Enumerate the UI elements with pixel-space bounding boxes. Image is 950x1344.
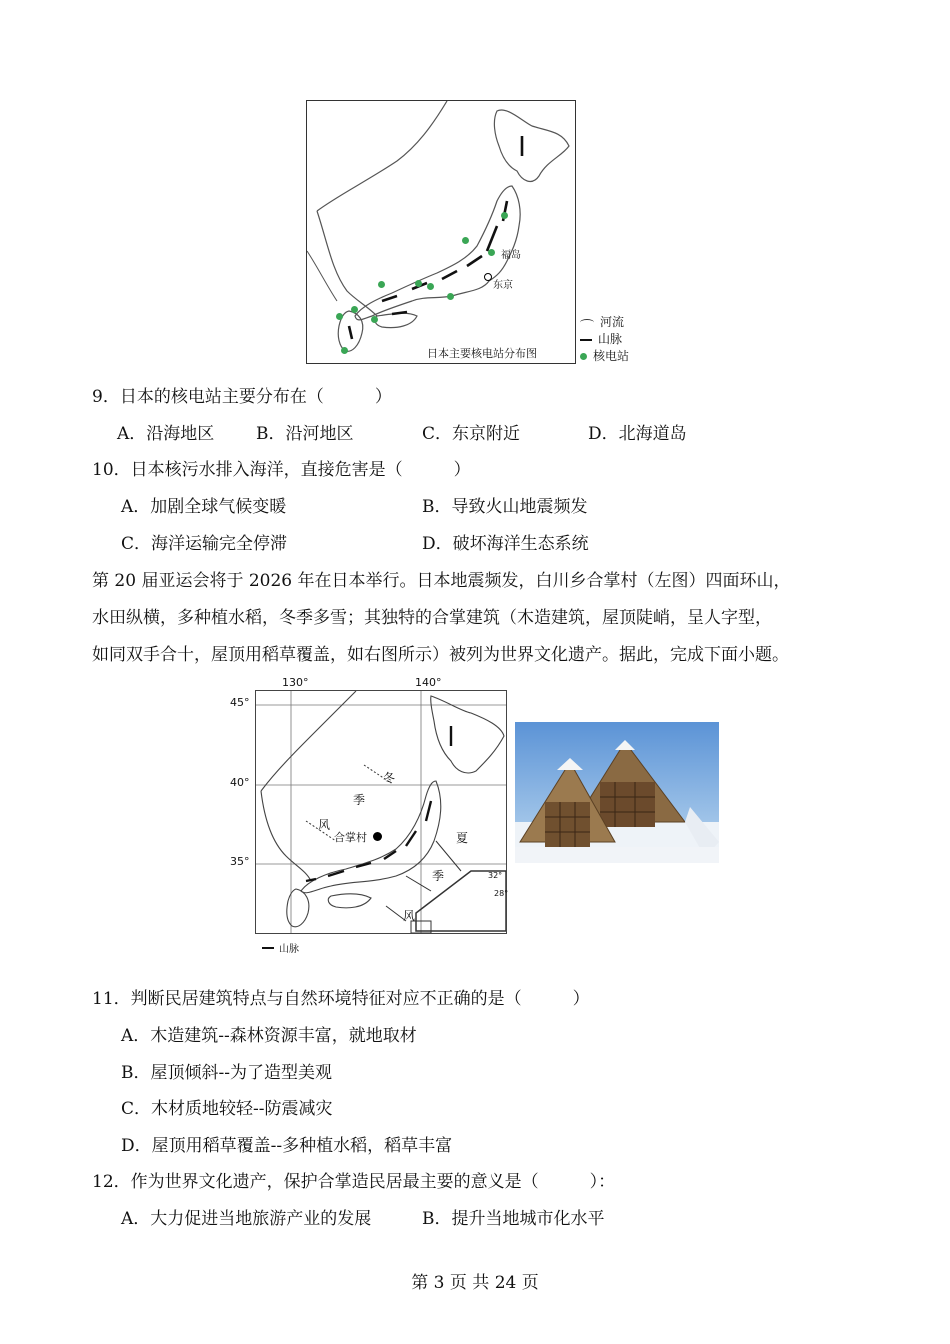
mountain-legend-icon (262, 947, 274, 949)
map1-caption: 日本主要核电站分布图 (427, 347, 537, 360)
nuclear-station-icon (427, 283, 434, 290)
map2-legend-label: 山脉 (279, 944, 299, 955)
gassho-village-map (255, 690, 507, 934)
village-marker-icon (373, 832, 382, 841)
nuclear-station-icon (351, 306, 358, 313)
legend-mountain: 山脉 (598, 332, 623, 346)
village-label: 合掌村 (334, 831, 367, 844)
tokyo-marker-icon (484, 273, 492, 281)
q10-option-a: A．加剧全球气候变暖 (121, 497, 287, 517)
q9-option-d: D．北海道岛 (588, 424, 687, 444)
q11-option-c: C．木材质地较轻--防震减灾 (121, 1099, 333, 1119)
gassho-house-illustration (515, 722, 719, 863)
tokyo-label: 东京 (493, 280, 513, 291)
legend-river: 河流 (600, 315, 625, 329)
page-footer: 第 3 页 共 24 页 (411, 1273, 539, 1293)
mountain-icon (580, 339, 592, 341)
q10-option-b: B．导致火山地震频发 (422, 497, 588, 517)
summer-label-3: 风 (403, 909, 416, 923)
winter-label-1: 冬 (383, 771, 396, 785)
nuclear-station-icon (501, 212, 508, 219)
gassho-house-photo (515, 722, 719, 863)
q10-option-c: C．海洋运输完全停滞 (121, 534, 288, 554)
nuclear-station-icon (341, 347, 348, 354)
q9-option-c: C．东京附近 (422, 424, 521, 444)
map2-legend (262, 940, 299, 955)
q9-stem: 9．日本的核电站主要分布在（ ） (92, 387, 392, 407)
q11-stem: 11．判断民居建筑特点与自然环境特征对应不正确的是（ ） (92, 989, 590, 1009)
nuclear-station-icon (488, 249, 495, 256)
q10-stem: 10．日本核污水排入海洋，直接危害是（ ） (92, 460, 471, 480)
passage-line-3: 如同双手合十，屋顶用稻草覆盖，如右图所示）被列为世界文化遗产。据此，完成下面小题。 (92, 645, 789, 665)
legend-nuclear: 核电站 (593, 349, 630, 363)
summer-label-1: 夏 (456, 831, 469, 845)
winter-label-3: 风 (318, 818, 331, 832)
passage-line-1: 第 20 届亚运会将于 2026 年在日本举行。日本地震频发，白川乡合掌村（左图）四面环山， (92, 571, 791, 591)
nuclear-station-icon (336, 313, 343, 320)
q12-option-b: B．提升当地城市化水平 (422, 1209, 605, 1229)
inset-lat-28: 28° (494, 889, 509, 898)
q9-option-a: A．沿海地区 (117, 424, 215, 444)
q11-option-d: D．屋顶用稻草覆盖--多种植水稻，稻草丰富 (121, 1136, 453, 1156)
lat-40: 40° (230, 776, 250, 789)
q9-option-b: B．沿河地区 (256, 424, 354, 444)
lon-130: 130° (282, 676, 309, 689)
q12-stem: 12．作为世界文化遗产，保护合掌造民居最主要的意义是（ ）： (92, 1172, 616, 1192)
inset-lat-32: 32° (488, 871, 503, 880)
japan-nuclear-map (306, 100, 576, 364)
nuclear-station-icon (415, 280, 422, 287)
lon-140: 140° (415, 676, 442, 689)
q11-option-b: B．屋顶倾斜--为了造型美观 (121, 1063, 332, 1083)
map2-drawing (256, 691, 509, 933)
nuclear-station-icon (462, 237, 469, 244)
japan-map-drawing (307, 101, 574, 362)
nuclear-station-icon (447, 293, 454, 300)
q12-option-a: A．大力促进当地旅游产业的发展 (121, 1209, 372, 1229)
fukushima-label: 福岛 (501, 250, 521, 261)
nuclear-legend-icon (580, 353, 587, 360)
summer-label-2: 季 (432, 869, 445, 883)
lat-45: 45° (230, 696, 250, 709)
lat-35: 35° (230, 855, 250, 868)
nuclear-station-icon (371, 316, 378, 323)
river-icon (580, 319, 594, 326)
winter-label-2: 季 (353, 793, 366, 807)
q10-option-d: D．破坏海洋生态系统 (422, 534, 589, 554)
map1-legend (580, 314, 629, 365)
q11-option-a: A．木造建筑--森林资源丰富，就地取材 (121, 1026, 417, 1046)
passage-line-2: 水田纵横，多种植水稻，冬季多雪；其独特的合掌建筑（木造建筑，屋顶陡峭，呈人字型， (92, 608, 772, 628)
nuclear-station-icon (378, 281, 385, 288)
